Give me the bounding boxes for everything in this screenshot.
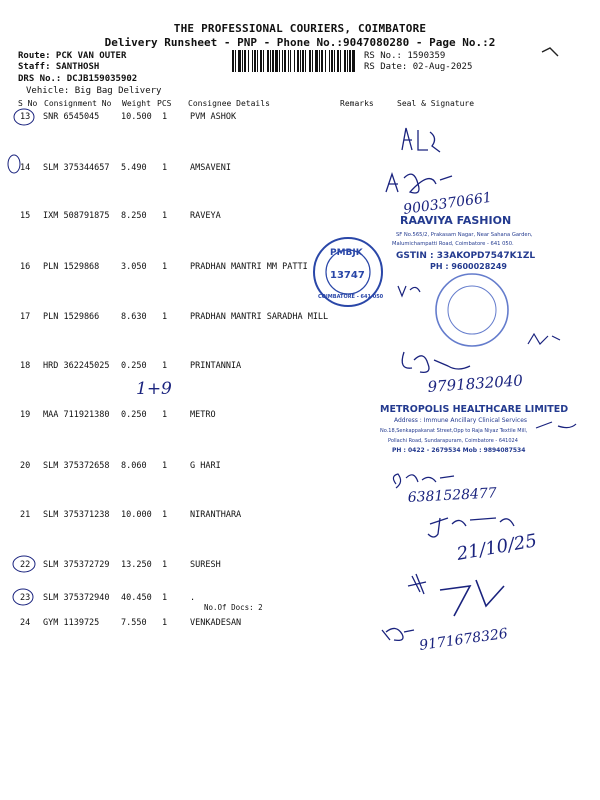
raaviya-stamp-name: RAAVIYA FASHION	[400, 214, 512, 227]
barcode-bar	[260, 50, 262, 72]
table-row	[0, 112, 600, 126]
row-consignment: PLN 1529866	[43, 312, 100, 322]
table-row	[0, 618, 600, 632]
row-consignee: PRINTANNIA	[190, 361, 242, 371]
row-sno: 17	[20, 312, 31, 322]
pmbjk-stamp-number: 13747	[330, 270, 365, 281]
handwritten-phone-3: 6381528477	[407, 485, 498, 506]
row-consignee: SURESH	[190, 560, 221, 570]
handwritten-phone-4: 9171678326	[418, 625, 509, 654]
barcode-bar	[267, 50, 269, 72]
row-sno: 24	[20, 618, 31, 628]
row-pcs: 1	[162, 361, 168, 371]
barcode-bar	[312, 50, 313, 72]
row-weight: 8.250	[121, 211, 147, 221]
row-consignee: PVM ASHOK	[190, 112, 237, 122]
barcode-bar	[257, 50, 258, 72]
barcode-bar	[315, 50, 318, 72]
table-row	[0, 312, 600, 326]
row-sno: 15	[20, 211, 31, 221]
row-pcs: 1	[162, 312, 168, 322]
row-weight: 5.490	[121, 163, 147, 173]
barcode-bar	[337, 50, 339, 72]
row-sno: 23	[20, 593, 31, 603]
pmbjk-stamp-top: PMBJK	[330, 248, 363, 258]
row-consignment: GYM 1139725	[43, 618, 100, 628]
table-row	[0, 361, 600, 375]
drs-number: DRS No.: DCJB159035902	[18, 74, 138, 84]
barcode-bar	[270, 50, 271, 72]
metro-stamp-line1: Address : Immune Ancillary Clinical Services	[394, 417, 528, 424]
barcode-bar	[242, 50, 243, 72]
row-weight: 0.250	[121, 410, 147, 420]
row-weight: 3.050	[121, 262, 147, 272]
signature-row-13	[402, 128, 440, 152]
row-weight: 10.500	[121, 112, 152, 122]
barcode-bar	[319, 50, 320, 72]
col-consignment: Consignment No	[44, 99, 112, 108]
col-weight: Weight	[122, 99, 151, 108]
row-sno: 16	[20, 262, 31, 272]
barcode-bar	[352, 50, 355, 72]
row-pcs: 1	[162, 410, 168, 420]
table-row	[0, 510, 600, 524]
barcode-bar	[325, 50, 326, 72]
vehicle-label: Vehicle: Big Bag Delivery	[26, 86, 162, 96]
table-row	[0, 262, 600, 276]
row-sno: 21	[20, 510, 31, 520]
row-consignment: MAA 711921380	[43, 410, 110, 420]
row-pcs: 1	[162, 461, 168, 471]
raaviya-stamp-gstin: GSTIN : 33AKOPD7547K1ZL	[396, 251, 536, 261]
barcode-bar	[340, 50, 341, 72]
staff-label: Staff: SANTHOSH	[18, 62, 100, 72]
signature-row-17	[528, 334, 560, 344]
table-row	[0, 461, 600, 475]
company-title: THE PROFESSIONAL COURIERS, COIMBATORE	[173, 22, 427, 35]
handwritten-phone-1: 9003370661	[402, 189, 493, 218]
metro-stamp-line2: No.18,Senkappakanat Street,Opp to Raja Niyaz Textile Mill,	[380, 428, 528, 434]
barcode-bar	[302, 50, 304, 72]
col-pcs: PCS	[157, 99, 172, 108]
row-pcs: 1	[162, 593, 168, 603]
row-weight: 8.630	[121, 312, 147, 322]
round-stamp-faint	[436, 274, 508, 346]
col-consignee: Consignee Details	[188, 99, 270, 108]
row-consignment: SLM 375372658	[43, 461, 110, 471]
row-weight: 13.250	[121, 560, 152, 570]
barcode-bar	[290, 50, 291, 72]
row-consignee: PRADHAN MANTRI SARADHA MILL	[190, 312, 329, 322]
row-sno: 13	[20, 112, 31, 122]
row-pcs: 1	[162, 112, 168, 122]
row-pcs: 1	[162, 211, 168, 221]
row-pcs: 1	[162, 510, 168, 520]
row-weight: 40.450	[121, 593, 152, 603]
raaviya-stamp-addr2: Malumichampatti Road, Coimbatore - 641 050.	[392, 241, 514, 247]
row-pcs: 1	[162, 618, 168, 628]
row-consignee: VENKADESAN	[190, 618, 242, 628]
col-sno: S No	[18, 99, 38, 108]
rs-number: RS No.: 1590359	[364, 51, 446, 61]
table-row	[0, 593, 600, 607]
barcode-bar	[254, 50, 256, 72]
table-row	[0, 410, 600, 424]
row-consignee: .	[190, 593, 196, 603]
row-consignment: SNR 6545045	[43, 112, 100, 122]
pmbjk-stamp-bottom: COIMBATORE - 641 050	[318, 294, 384, 300]
row-pcs: 1	[162, 262, 168, 272]
barcode-bar	[300, 50, 301, 72]
row-weight: 10.000	[121, 510, 152, 520]
row-sno: 14	[20, 163, 31, 173]
col-remarks: Remarks	[340, 99, 374, 108]
raaviya-stamp-phone: PH : 9600028249	[430, 262, 507, 271]
signature-row-20	[393, 474, 454, 488]
runsheet-subtitle: Delivery Runsheet - PNP - Phone No.:9047080280 - Page No.:2	[104, 36, 496, 49]
barcode-bar	[235, 50, 236, 72]
barcode-bar	[248, 50, 249, 72]
barcode-bar	[329, 50, 330, 72]
barcode-bar	[272, 50, 274, 72]
row-pcs: 1	[162, 163, 168, 173]
signature-row-16	[398, 286, 420, 296]
col-seal-signature: Seal & Signature	[397, 99, 475, 108]
row-consignee: RAVEYA	[190, 211, 221, 221]
row-consignment: SLM 375371238	[43, 510, 110, 520]
barcode	[232, 50, 356, 72]
row-consignment: IXM 508791875	[43, 211, 110, 221]
row-consignee: PRADHAN MANTRI MM PATTI	[190, 262, 308, 272]
raaviya-stamp-addr1: SF No.565/2, Prakasam Nagar, Near Sahana Garden,	[396, 232, 533, 238]
barcode-bar	[275, 50, 278, 72]
barcode-bar	[344, 50, 346, 72]
barcode-bar	[305, 50, 306, 72]
signature-row-22	[408, 574, 426, 594]
row-sno: 20	[20, 461, 31, 471]
handwritten-phone-2: 9791832040	[427, 371, 524, 396]
row-consignment: SLM 375372729	[43, 560, 110, 570]
rs-date: RS Date: 02-Aug-2025	[364, 62, 473, 72]
barcode-bar	[347, 50, 348, 72]
row-consignee: AMSAVENI	[190, 163, 231, 173]
barcode-bar	[297, 50, 299, 72]
barcode-bar	[263, 50, 264, 72]
barcode-bar	[244, 50, 246, 72]
row-consignment: SLM 375344657	[43, 163, 110, 173]
table-row	[0, 211, 600, 225]
barcode-bar	[349, 50, 351, 72]
row-consignee: METRO	[190, 410, 216, 420]
barcode-bar	[238, 50, 241, 72]
barcode-bar	[309, 50, 311, 72]
route-label: Route: PCK VAN OUTER	[18, 51, 127, 61]
barcode-bar	[282, 50, 283, 72]
row-weight: 8.060	[121, 461, 147, 471]
barcode-bar	[321, 50, 323, 72]
barcode-bar	[284, 50, 286, 72]
metro-stamp-line4: PH : 0422 - 2679534 Mob : 9894087534	[392, 447, 526, 454]
metro-stamp-line3: Pollachi Road, Sundarapuram, Coimbatore - 641024	[388, 438, 518, 444]
handwritten-date: 21/10/25	[455, 530, 539, 565]
docs-count-note: No.Of Docs: 2	[204, 603, 263, 612]
barcode-bar	[294, 50, 295, 72]
barcode-bar	[279, 50, 280, 72]
barcode-bar	[252, 50, 253, 72]
row-consignment: SLM 375372940	[43, 593, 110, 603]
table-row	[0, 163, 600, 177]
pen-mark-icon	[540, 44, 560, 58]
barcode-bar	[288, 50, 289, 72]
row-consignment: HRD 362245025	[43, 361, 110, 371]
row-consignee: NIRANTHARA	[190, 510, 242, 520]
row-consignment: PLN 1529868	[43, 262, 100, 272]
row-weight: 7.550	[121, 618, 147, 628]
row-consignee: G HARI	[190, 461, 221, 471]
barcode-bar	[334, 50, 335, 72]
row-sno: 19	[20, 410, 31, 420]
metro-stamp-name: METROPOLIS HEALTHCARE LIMITED	[380, 404, 569, 415]
table-row	[0, 560, 600, 574]
row-sno: 18	[20, 361, 31, 371]
barcode-bar	[331, 50, 333, 72]
row-weight: 0.250	[121, 361, 147, 371]
row-sno: 22	[20, 560, 31, 570]
row-pcs: 1	[162, 560, 168, 570]
barcode-bar	[232, 50, 234, 72]
handwritten-note-19: 1+9	[136, 379, 172, 399]
